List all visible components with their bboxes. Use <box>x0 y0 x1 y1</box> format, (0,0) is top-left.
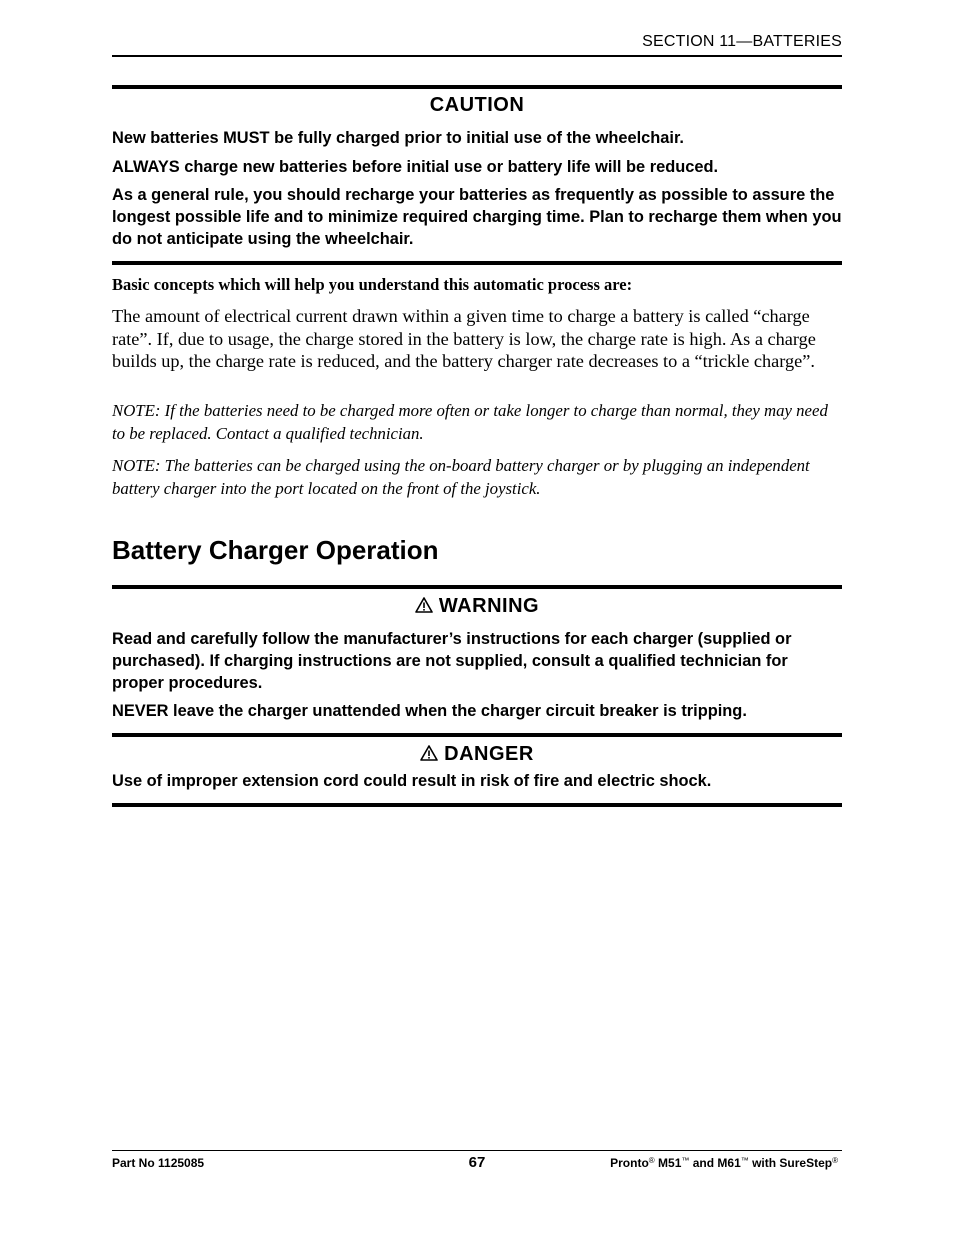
warning-paragraph-2: NEVER leave the charger unattended when the charger circuit breaker is tripping. <box>112 702 747 720</box>
danger-triangle-icon <box>420 745 438 761</box>
warning-emphasis: NEVER <box>112 702 169 720</box>
concepts-intro: Basic concepts which will help you understand this automatic process are: <box>112 275 633 294</box>
warning-bottom-rule <box>112 733 842 737</box>
danger-bottom-rule <box>112 803 842 807</box>
section-heading: Battery Charger Operation <box>112 535 439 565</box>
danger-title: DANGER <box>444 743 534 765</box>
note-replace-batteries: NOTE: If the batteries need to be charged more often or take longer to charge than normal, they may need to be replaced. Contact a qualified technician. <box>112 401 828 443</box>
warning-title-row <box>112 595 842 618</box>
warning-paragraph-1: Read and carefully follow the manufacturer’s instructions for each charger (supplied or purchased). If charging instructions are not supplied, consult a qualified technician for proper procedures. <box>112 630 792 692</box>
warning-triangle-icon <box>415 597 433 613</box>
page-header <box>112 31 842 57</box>
caution-paragraph-1: New batteries MUST be fully charged prior to initial use of the wheelchair. <box>112 129 684 147</box>
caution-paragraph-2: ALWAYS charge new batteries before initial use or battery life will be reduced. <box>112 158 719 176</box>
footer-part-number: Part No 1125085 <box>112 1156 205 1170</box>
caution-emphasis: ALWAYS <box>112 158 180 176</box>
danger-title-row <box>112 743 842 766</box>
footer-rule <box>112 1150 842 1151</box>
caution-top-rule <box>112 85 842 89</box>
charge-rate-paragraph: The amount of electrical current drawn within a given time to charge a battery is called “charge rate”. If, due to usage, the charge stored in the battery is low, the charge rate is high. As a charge builds up, the charge rate is reduced, and the battery charger rate decreases to a “trickle charge”. <box>112 306 816 371</box>
caution-paragraph-3: As a general rule, you should recharge your batteries as frequently as possible to assure the longest possible life and to minimize required charging time. Plan to recharge them when you do not anticipate using the wheelchair. <box>112 186 842 248</box>
danger-paragraph: Use of improper extension cord could result in risk of fire and electric shock. <box>112 772 712 790</box>
section-title: SECTION 11—BATTERIES <box>642 33 842 50</box>
note-charging-methods: NOTE: The batteries can be charged using the on-board battery charger or by plugging an independent battery charger into the port located on the front of the joystick. <box>112 456 810 498</box>
caution-bottom-rule <box>112 261 842 265</box>
warning-title: WARNING <box>438 595 540 617</box>
page-number: 67 <box>468 1154 486 1171</box>
warning-top-rule <box>112 585 842 589</box>
caution-title: CAUTION <box>429 94 525 116</box>
footer-product-name: Pronto® M51™ and M61™ with SureStep® <box>610 1156 838 1170</box>
